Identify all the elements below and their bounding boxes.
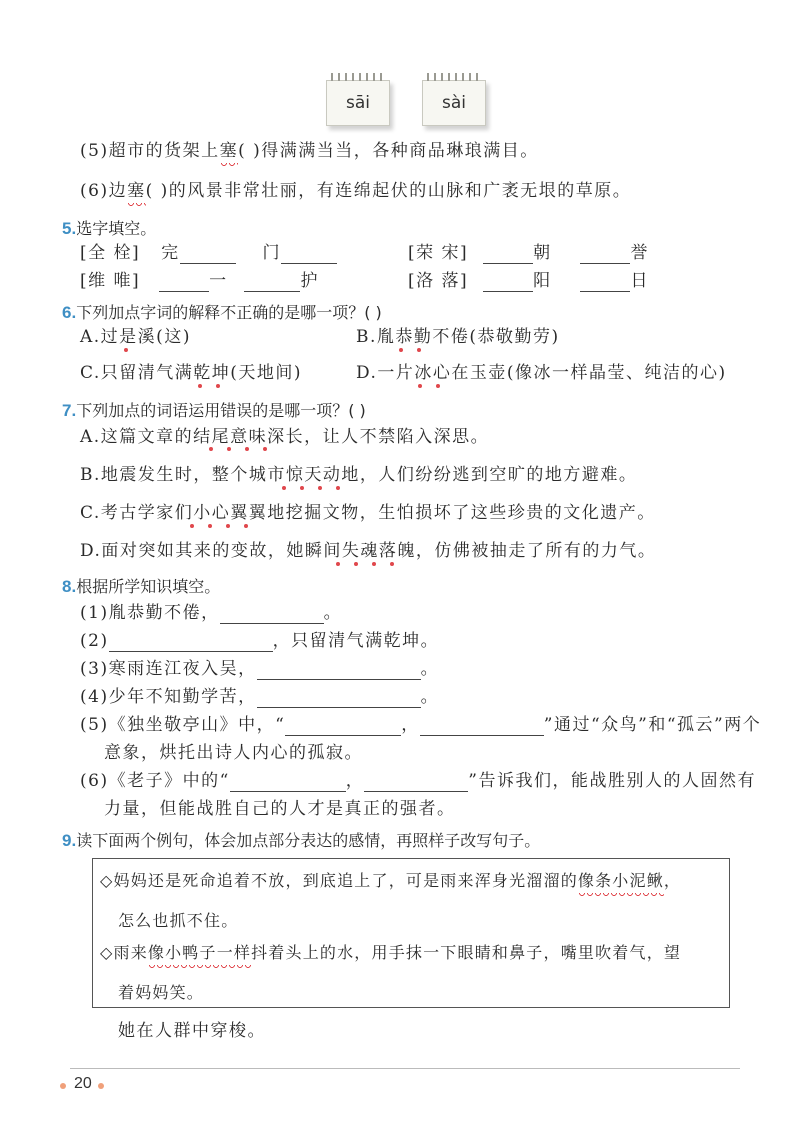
q8-blank-6a[interactable] — [230, 773, 346, 792]
q9-header: 9.读下面两个例句，体会加点部分表达的感情，再照样子改写句子。 — [62, 831, 541, 850]
q5-blank[interactable] — [244, 273, 300, 292]
q6-option-b[interactable]: B.胤恭勤不倦(恭敬勤劳) — [356, 327, 560, 347]
example-2-cont: 着妈妈笑。 — [118, 983, 205, 1002]
footer-rule — [70, 1068, 740, 1069]
page-dot-right — [98, 1083, 104, 1089]
q5-blank[interactable] — [580, 245, 630, 264]
q8-blank-3[interactable] — [257, 661, 421, 680]
q7-header: 7.下列加点的词语运用错误的是哪一项？( ) — [62, 401, 366, 420]
q8-blank-5a[interactable] — [285, 717, 401, 736]
q5-blank[interactable] — [580, 273, 630, 292]
q5-header: 5.选字填空。 — [62, 219, 157, 238]
q6-option-c[interactable]: C.只留清气满乾坤(天地间) — [80, 363, 303, 383]
q7-option-c[interactable]: C.考古学家们小心翼翼地挖掘文物，生怕损坏了这些珍贵的文化遗产。 — [80, 503, 656, 523]
q8-blank-4[interactable] — [257, 689, 421, 708]
q8-line-5-cont: 意象，烘托出诗人内心的孤寂。 — [104, 743, 363, 763]
q5-group-wei: [维 唯] 一 护 — [80, 271, 319, 291]
q5-blank[interactable] — [281, 245, 337, 264]
q5-blank[interactable] — [483, 245, 533, 264]
q4-item-6: (6)边塞( )的风景非常壮丽，有连绵起伏的山脉和广袤无垠的草原。 — [80, 181, 632, 201]
page-number: 20 — [74, 1075, 92, 1092]
q8-blank-5b[interactable] — [420, 717, 544, 736]
q6-option-d[interactable]: D.一片冰心在玉壶(像冰一样晶莹、纯洁的心) — [356, 363, 727, 383]
example-1-cont: 怎么也抓不住。 — [118, 911, 239, 930]
q8-blank-6b[interactable] — [364, 773, 468, 792]
q7-option-b[interactable]: B.地震发生时，整个城市惊天动地，人们纷纷逃到空旷的地方避难。 — [80, 465, 638, 485]
q5-group-rong: [荣 宋] 朝 誉 — [408, 243, 649, 263]
q7-option-a[interactable]: A.这篇文章的结尾意味深长，让人不禁陷入深思。 — [80, 427, 490, 447]
q5-blank[interactable] — [180, 245, 236, 264]
page-dot-left — [60, 1083, 66, 1089]
q8-line-6-cont: 力量，但能战胜自己的人才是真正的强者。 — [104, 799, 456, 819]
q8-line-6: (6)《老子》中的“ ， ”告诉我们，能战胜别人的人固然有 — [80, 771, 756, 791]
q5-blank[interactable] — [483, 273, 533, 292]
q5-group-quan: [全 栓] 完 门 — [80, 242, 337, 264]
q5-group-luo: [洛 落] 阳 日 — [408, 271, 649, 291]
q8-blank-1[interactable] — [220, 605, 324, 624]
pinyin-card-sai4: sài — [422, 80, 486, 126]
example-1: ◇妈妈还是死命追着不放，到底追上了，可是雨来浑身光溜溜的像条小泥鳅， — [100, 871, 682, 890]
q6-header: 6.下列加点字词的解释不正确的是哪一项？( ) — [62, 303, 382, 322]
q6-option-a[interactable]: A.过是溪(这) — [80, 327, 191, 347]
q8-line-2: (2) ，只留清气满乾坤。 — [80, 631, 440, 651]
q5-blank[interactable] — [159, 273, 209, 292]
q8-line-4: (4)少年不知勤学苦， 。 — [80, 687, 440, 707]
q7-option-d[interactable]: D.面对突如其来的变故，她瞬间失魂落魄，仿佛被抽走了所有的力气。 — [80, 541, 657, 561]
pinyin-card-sai1: sāi — [326, 80, 390, 126]
q8-line-3: (3)寒雨连江夜入吴， 。 — [80, 659, 440, 679]
q8-header: 8.根据所学知识填空。 — [62, 577, 221, 596]
q8-line-1: (1)胤恭勤不倦， 。 — [80, 603, 343, 623]
example-2: ◇雨来像小鸭子一样抖着头上的水，用手抹一下眼睛和鼻子，嘴里吹着气，望 — [100, 943, 682, 962]
q9-task-sentence: 她在人群中穿梭。 — [118, 1021, 266, 1041]
q4-item-5: (5)超市的货架上塞( )得满满当当，各种商品琳琅满目。 — [80, 141, 539, 161]
q8-blank-2[interactable] — [109, 633, 273, 652]
q8-line-5: (5)《独坐敬亭山》中，“ ， ”通过“众鸟”和“孤云”两个 — [80, 715, 762, 735]
